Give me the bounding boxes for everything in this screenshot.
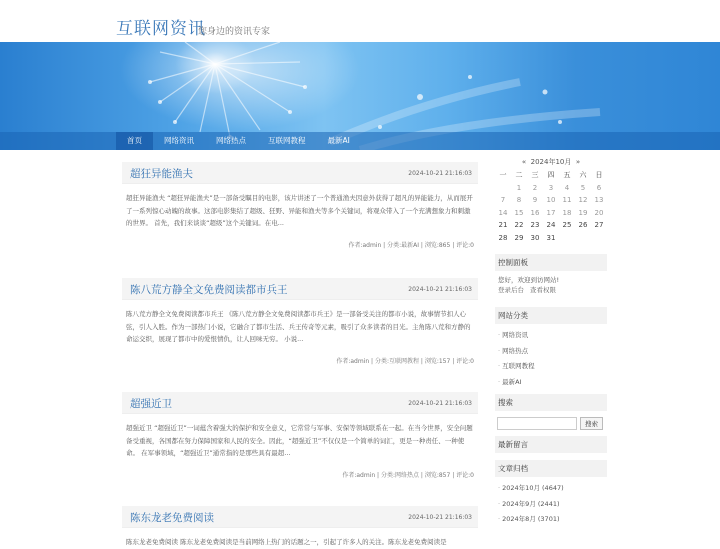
calendar-day-link[interactable]: 24 — [546, 221, 556, 230]
post-excerpt: 陈东龙老免费阅读 陈东龙老免费阅读是当前网络上热门的话题之一，引起了许多人的关注。陈东龙老免费阅读是 — [126, 538, 447, 546]
calendar-day: 15 — [514, 208, 524, 217]
post-date: 2024-10-21 21:16:03 — [408, 514, 472, 521]
calendar-day: 11 — [562, 196, 572, 205]
archive-item[interactable]: · 2024年9月 (2441) — [498, 497, 607, 513]
calendar-day: 14 — [498, 208, 508, 217]
calendar-day: 16 — [530, 208, 540, 217]
calendar-day: 20 — [594, 208, 604, 217]
nav-item-hot-topics[interactable]: 网络热点 — [216, 136, 246, 145]
calendar-day: 5 — [580, 183, 586, 192]
post-date: 2024-10-21 21:16:03 — [408, 400, 472, 407]
post-excerpt: 陈八荒方静全文免费阅读都市兵王 《陈八荒方静全文免费阅读都市兵王》是一部备受关注的都市小说，故事情节扣人心弦，引人入胜。作为一部热门小说，它融合了都市生活、兵王传奇等元素，吸引了众多读者的目光。主角陈八荒和方静的命运交织，展现了都市中的爱恨情仇，让人回味无穷。 小说... — [126, 310, 471, 343]
post-item — [122, 506, 478, 549]
calendar-prev-link[interactable]: « — [521, 158, 527, 166]
calendar-day: 10 — [546, 196, 556, 205]
category-item[interactable]: · 最新AI — [498, 375, 607, 391]
nav-item-home[interactable]: 首页 — [116, 132, 153, 150]
site-header — [0, 0, 720, 42]
post-header — [122, 506, 478, 528]
welcome-text: 您好，欢迎到访网站! — [498, 276, 560, 284]
calendar-day-link[interactable]: 21 — [498, 221, 508, 230]
search-form — [495, 411, 607, 430]
control-panel-body — [495, 271, 607, 295]
calendar-next-link[interactable]: » — [575, 158, 581, 166]
login-link[interactable]: 登录后台 — [498, 286, 524, 294]
post-header — [122, 392, 478, 414]
archives-title: 文章归档 — [495, 460, 607, 477]
calendar-day: 13 — [594, 196, 604, 205]
post-list — [122, 162, 478, 549]
nav-item-network-news[interactable]: 网络资讯 — [164, 136, 194, 145]
post-title[interactable]: 超强近卫 — [130, 398, 172, 410]
calendar-weekday: 五 — [563, 171, 571, 180]
post-title[interactable]: 陈八荒方静全文免费阅读都市兵王 — [130, 284, 288, 296]
nav-item-tutorials[interactable]: 互联网教程 — [268, 136, 306, 145]
post-excerpt: 超狂异能渔夫 “超狂异能渔夫”是一部备受瞩目的电影，该片讲述了一个普通渔夫因意外获得了超凡的异能能力，从而展开了一系列惊心动魄的故事。这部电影集结了超级、狂野、异能和渔夫等多个关键词，将观众带入了一个充满想象力和刺激的世界。 首先，我们来谈谈“超级”这个关键词。在电... — [126, 194, 473, 227]
calendar-day-link[interactable]: 29 — [514, 233, 524, 242]
category-item[interactable]: · 网络热点 — [498, 344, 607, 360]
post-title[interactable]: 陈东龙老免费阅读 — [130, 512, 214, 524]
calendar-weekday: 四 — [547, 171, 555, 180]
category-item[interactable]: · 网络资讯 — [498, 328, 607, 344]
calendar-day: 9 — [532, 196, 538, 205]
calendar-day-link[interactable]: 31 — [546, 233, 556, 242]
calendar-weekday: 三 — [531, 171, 539, 180]
calendar-day: 1 — [516, 183, 522, 192]
calendar-day: 12 — [578, 196, 588, 205]
sidebar — [495, 155, 607, 528]
calendar-weekday: 日 — [595, 171, 603, 180]
calendar-day — [559, 232, 575, 245]
post-header — [122, 162, 478, 184]
calendar-month: 2024年10月 — [530, 158, 572, 166]
calendar-day: 17 — [546, 208, 556, 217]
search-input[interactable] — [497, 417, 577, 430]
search-button[interactable]: 搜索 — [580, 417, 603, 430]
calendar-day: 3 — [548, 183, 554, 192]
post-date: 2024-10-21 21:16:03 — [408, 286, 472, 293]
calendar-day: 19 — [578, 208, 588, 217]
calendar-day: 18 — [562, 208, 572, 217]
post-meta: 作者:admin | 分类:网络热点 | 浏览:857 | 评论:0 — [342, 471, 474, 479]
archive-list — [495, 477, 607, 528]
calendar-day: 4 — [564, 183, 570, 192]
post-excerpt: 超强近卫 “超强近卫”一词蕴含着强大的保护和安全意义，它常常与军事、安保等领域联系在一起。在当今世界，安全问题备受重视，各国都在努力保障国家和人民的安全。因此，“超强近卫”不仅仅是一个简单的词汇，更是一种责任、一种使命。 在军事领域，“超强近卫”通常指的是那些具有最超... — [126, 424, 473, 457]
calendar-day-link[interactable]: 27 — [594, 221, 604, 230]
post-item — [122, 162, 478, 278]
calendar-header — [495, 155, 607, 169]
calendar-table — [495, 169, 607, 244]
search-title: 搜索 — [495, 394, 607, 411]
calendar-day — [495, 182, 511, 195]
calendar-day: 7 — [500, 196, 506, 205]
calendar-weekday: 一 — [499, 171, 507, 180]
calendar-day-link[interactable]: 22 — [514, 221, 524, 230]
categories-title: 网站分类 — [495, 307, 607, 324]
archive-item[interactable]: · 2024年10月 (4647) — [498, 481, 607, 497]
calendar-day: 8 — [516, 196, 522, 205]
post-meta: 作者:admin | 分类:互联网教程 | 浏览:157 | 评论:0 — [336, 357, 474, 365]
post-item — [122, 392, 478, 506]
calendar-day: 6 — [596, 183, 602, 192]
calendar-weekday: 二 — [515, 171, 523, 180]
calendar-day — [575, 232, 591, 245]
calendar-day-link[interactable]: 30 — [530, 233, 540, 242]
nav-item-latest-ai[interactable]: 最新AI — [327, 136, 350, 145]
calendar-day-link[interactable]: 28 — [498, 233, 508, 242]
calendar-day-link[interactable]: 23 — [530, 221, 540, 230]
post-meta: 作者:admin | 分类:最新AI | 浏览:865 | 评论:0 — [348, 241, 474, 249]
post-header — [122, 278, 478, 300]
category-list — [495, 324, 607, 390]
control-panel-title: 控制面板 — [495, 254, 607, 271]
recent-comments-title: 最新留言 — [495, 436, 607, 453]
calendar-day-link[interactable]: 25 — [562, 221, 572, 230]
category-item[interactable]: · 互联网教程 — [498, 359, 607, 375]
archive-item[interactable]: · 2024年8月 (3701) — [498, 512, 607, 528]
site-description: 您身边的资讯专家 — [198, 27, 271, 37]
calendar-day: 2 — [532, 183, 538, 192]
site-title[interactable]: 互联网资讯 — [116, 19, 206, 39]
calendar-day-link[interactable]: 26 — [578, 221, 588, 230]
permission-link[interactable]: 查看权限 — [530, 286, 556, 294]
post-date: 2024-10-21 21:16:03 — [408, 170, 472, 177]
main-nav — [0, 132, 720, 150]
post-item — [122, 278, 478, 392]
calendar-weekday: 六 — [579, 171, 587, 180]
calendar-day — [591, 232, 607, 245]
post-title[interactable]: 超狂异能渔夫 — [130, 168, 193, 180]
